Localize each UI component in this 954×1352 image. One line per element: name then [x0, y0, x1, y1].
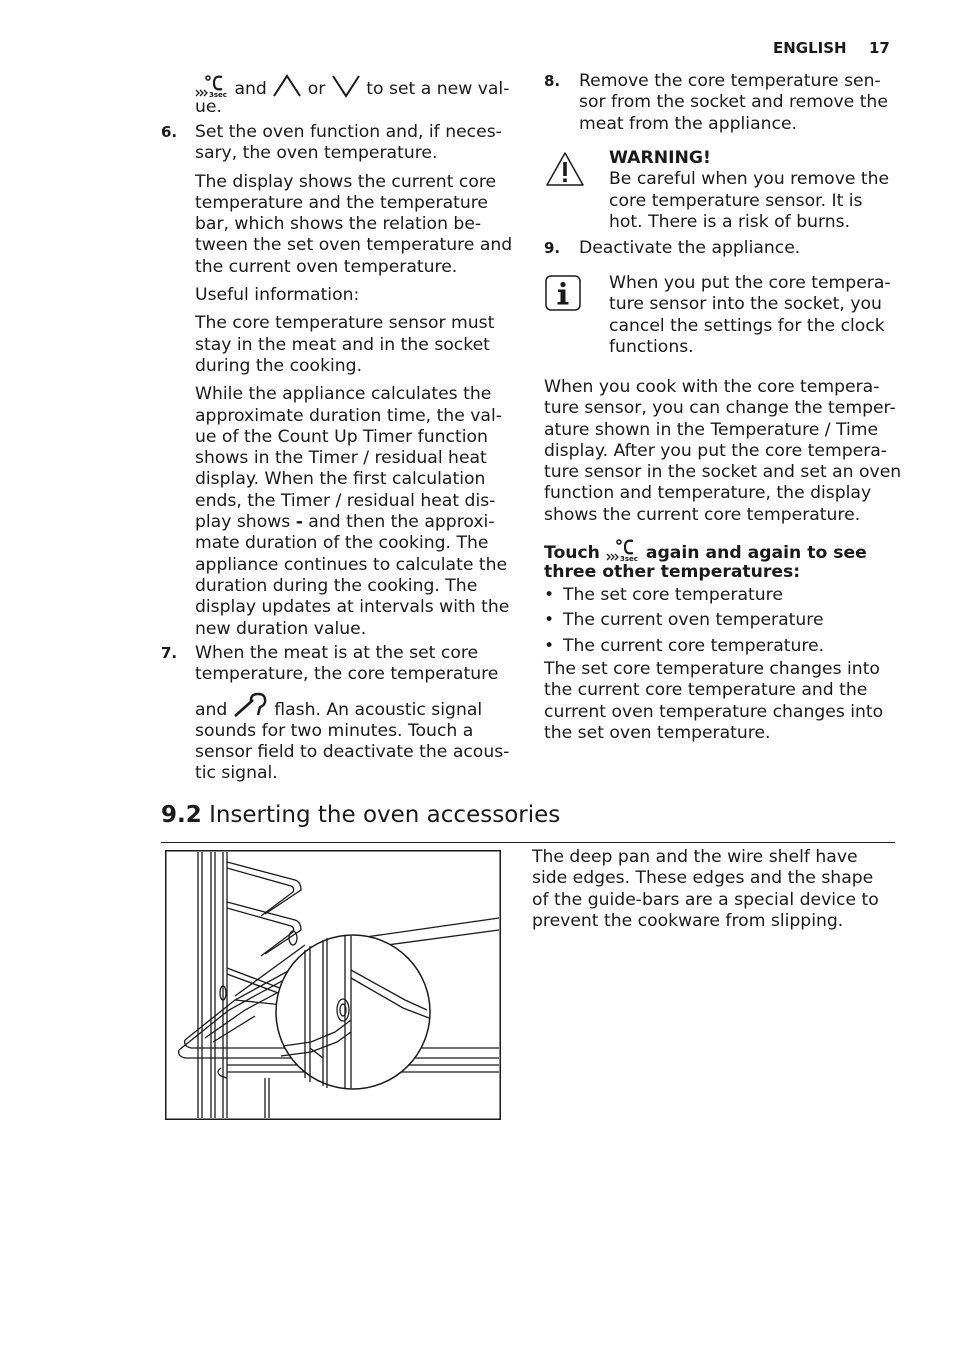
- text-line: cancel the settings for the clock: [609, 315, 885, 336]
- text-line: ends, the Timer / residual heat dis-: [195, 490, 496, 511]
- step-number-8: 8.: [544, 72, 561, 90]
- text-line: sounds for two minutes. Touch a: [195, 720, 474, 741]
- bullet-list: [544, 585, 904, 657]
- step7-body: [195, 643, 525, 785]
- step8-body: [579, 71, 899, 135]
- text-line: bar, which shows the relation be-: [195, 214, 482, 235]
- step-number-9: 9.: [544, 239, 561, 257]
- bullet-icon: •: [544, 635, 555, 656]
- text-line: side edges. These edges and the shape: [532, 868, 874, 889]
- text-and: and: [195, 699, 228, 720]
- text-fragment: Touch: [544, 543, 600, 563]
- info-icon: [545, 275, 581, 311]
- chevron-up-icon: [272, 74, 302, 98]
- text-line: The deep pan and the wire shelf have: [532, 847, 858, 867]
- text-line: prevent the cookware from slipping.: [532, 910, 844, 931]
- warning-box: [609, 148, 899, 233]
- text-line: function and temperature, the display: [544, 483, 872, 504]
- section-body: [532, 847, 902, 932]
- text-fragment: flash. An acoustic signal: [274, 699, 483, 720]
- text-line: display updates at intervals with the: [195, 597, 510, 618]
- text-line: The core temperature sensor must: [195, 313, 495, 334]
- text-line: sary, the oven temperature.: [195, 143, 438, 164]
- text-line: new duration value.: [195, 618, 367, 639]
- text-and: and: [234, 79, 267, 99]
- text-line: of the guide-bars are a special device to: [532, 889, 879, 910]
- warning-triangle-icon: [545, 151, 585, 187]
- text-line: mate duration of the cooking. The: [195, 533, 489, 554]
- text-line: The display shows the current core: [195, 171, 497, 192]
- text-line: shows in the Timer / residual heat: [195, 448, 487, 469]
- oven-shelf-illustration: [165, 850, 501, 1120]
- text-line: ue.: [195, 97, 222, 118]
- step-number-7: 7.: [161, 644, 178, 662]
- text-line: ture sensor, you can change the temper-: [544, 398, 896, 419]
- bullet-icon: •: [544, 610, 555, 631]
- chevron-down-icon: [331, 74, 361, 98]
- text-line: appliance continues to calculate the: [195, 554, 508, 575]
- step6-body: [195, 122, 525, 640]
- text-line: display. When the first calculation: [195, 469, 486, 490]
- svg-text:3sec: 3sec: [619, 555, 638, 562]
- core-temperature-3sec-icon: [606, 538, 640, 562]
- text-line: display. After you put the core tempera-: [544, 440, 887, 461]
- core-probe-icon: [233, 692, 269, 718]
- text-line: When you cook with the core tempera-: [544, 377, 880, 397]
- text-line: ature shown in the Temperature / Time: [544, 419, 879, 440]
- text-line: shows the current core temperature.: [544, 504, 861, 525]
- info-box: [609, 273, 899, 358]
- text-line: current oven temperature changes into: [544, 701, 884, 722]
- list-item: [544, 636, 904, 657]
- text-line: ture sensor in the socket and set an oven: [544, 462, 902, 483]
- text-line: approximate duration time, the val-: [195, 405, 502, 426]
- section-number: 9.2: [161, 802, 202, 828]
- text-line: Remove the core temperature sen-: [579, 71, 881, 91]
- text-line: duration during the cooking. The: [195, 575, 478, 596]
- text-line: the current core temperature and the: [544, 680, 868, 701]
- svg-text:3sec: 3sec: [209, 91, 227, 98]
- list-item: [544, 610, 904, 631]
- warning-title: WARNING!: [609, 148, 711, 168]
- dash-symbol: -: [295, 512, 303, 533]
- text-line: Deactivate the appliance.: [579, 238, 801, 258]
- touch-heading: [544, 538, 904, 584]
- text-line: Set the oven function and, if neces-: [195, 122, 502, 142]
- text-fragment: play shows: [195, 512, 296, 533]
- section-divider: [161, 842, 895, 843]
- text-line: tween the set oven temperature and: [195, 235, 513, 256]
- text-line: Be careful when you remove the: [609, 169, 890, 190]
- text-line: stay in the meat and in the socket: [195, 334, 490, 355]
- text-line: temperature and the temperature: [195, 192, 489, 213]
- text-line: sor from the socket and remove the: [579, 92, 888, 113]
- page-number: 17: [869, 39, 890, 57]
- section-heading: [161, 801, 560, 829]
- core-sensor-paragraph: [544, 377, 904, 526]
- text-line: three other temperatures:: [544, 562, 801, 583]
- text-line: When the meat is at the set core: [195, 643, 479, 663]
- text-line: Useful information:: [195, 285, 360, 306]
- text-line: functions.: [609, 336, 694, 357]
- text-fragment: again and again to see: [645, 543, 867, 563]
- text-line: meat from the appliance.: [579, 113, 797, 134]
- list-item-text: The current oven temperature: [563, 610, 824, 631]
- text-line: While the appliance calculates the: [195, 384, 492, 405]
- text-line: during the cooking.: [195, 355, 363, 376]
- list-item-text: The current core temperature.: [563, 635, 825, 656]
- list-item-text: The set core temperature: [563, 585, 783, 605]
- core-temperature-3sec-icon: [195, 74, 229, 98]
- text-line: The set core temperature changes into: [544, 659, 880, 679]
- text-line: temperature, the core temperature: [195, 664, 499, 685]
- temperature-change-paragraph: [544, 659, 904, 744]
- text-line: tic signal.: [195, 763, 278, 784]
- text-line: core temperature sensor. It is: [609, 190, 863, 211]
- text-set-new-value: to set a new val-: [366, 79, 510, 99]
- text-line: the current oven temperature.: [195, 256, 458, 277]
- list-item: [544, 585, 904, 606]
- step9-body: [579, 238, 899, 259]
- text-line: When you put the core tempera-: [609, 273, 891, 293]
- header-language: ENGLISH: [773, 39, 847, 57]
- text-fragment: and then the approxi-: [302, 512, 495, 533]
- step-number-6: 6.: [161, 123, 178, 141]
- step5-continuation: [195, 74, 515, 119]
- text-line: the set oven temperature.: [544, 722, 771, 743]
- text-line: [195, 512, 525, 533]
- text-line: ture sensor into the socket, you: [609, 294, 882, 315]
- text-line: ue of the Count Up Timer function: [195, 426, 488, 447]
- text-or: or: [307, 79, 326, 99]
- bullet-icon: •: [544, 585, 555, 605]
- section-title: Inserting the oven accessories: [209, 802, 561, 828]
- text-line: [195, 692, 525, 721]
- text-line: hot. There is a risk of burns.: [609, 211, 851, 232]
- text-line: sensor field to deactivate the acous-: [195, 742, 510, 763]
